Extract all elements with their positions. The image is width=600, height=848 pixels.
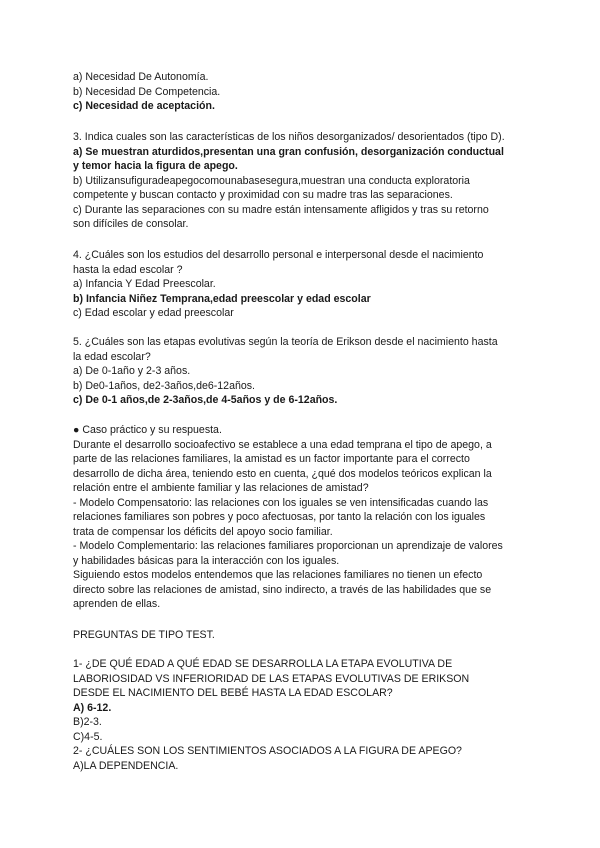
q2-option-b: b) Necesidad De Competencia. [73, 85, 221, 98]
q3-option-b-line1: b) Utilizansufiguradeapegocomounabasesegura,muestran una conducta exploratoria [73, 174, 470, 187]
test-q1-option-a-answer: A) 6-12. [73, 701, 112, 714]
case-study-line: - Modelo Compensatorio: las relaciones con los iguales se ven intensificadas cuando las [73, 496, 489, 509]
case-study-block [73, 423, 533, 612]
case-study-line: desarrollo de dicha área, teniendo esto en cuenta, ¿qué dos modelos teóricos explican la [73, 467, 492, 480]
case-study-line: trata de compensar los déficits del apoyo socio familiar. [73, 525, 333, 538]
q2-option-c-answer: c) Necesidad de aceptación. [73, 100, 215, 112]
test-q2-option-a: A)LA DEPENDENCIA. [73, 759, 179, 772]
case-study-line: relaciones familiares son pobres y poco afectuosas, por tanto la relación con los iguales [73, 511, 486, 523]
test-q1-line1: 1- ¿DE QUÉ EDAD A QUÉ EDAD SE DESARROLLA LA ETAPA EVOLUTIVA DE [73, 658, 453, 670]
q4-option-b-answer: b) Infancia Niñez Temprana,edad preescolar y edad escolar [73, 292, 371, 305]
test-questions-block [73, 657, 533, 773]
case-study-line: relación entre el ambiente familiar y las relaciones de amistad? [73, 482, 369, 494]
test-q1-line2: LABORIOSIDAD VS INFERIORIDAD DE LAS ETAPAS EVOLUTIVAS DE ERIKSON [73, 672, 470, 685]
q4-option-c: c) Edad escolar y edad preescolar [73, 307, 234, 319]
test-q2-question: 2- ¿CUÁLES SON LOS SENTIMIENTOS ASOCIADOS A LA FIGURA DE APEGO? [73, 745, 462, 757]
q3-block [73, 130, 533, 232]
q5-block [73, 335, 533, 408]
q5-option-a: a) De 0-1año y 2-3 años. [73, 365, 191, 377]
q2-options [73, 70, 533, 114]
q5-question-line1: 5. ¿Cuáles son las etapas evolutivas según la teoría de Erikson desde el nacimiento hasta [73, 336, 498, 348]
case-study-line: Durante el desarrollo socioafectivo se establece a una edad temprana el tipo de apego, a [73, 438, 492, 451]
q3-option-c-line1: c) Durante las separaciones con su madre están intensamente afligidos y tras su retorno [73, 203, 489, 216]
case-study-line: y habilidades básicas para la interacción con los iguales. [73, 554, 340, 567]
test-q1-line3: DESDE EL NACIMIENTO DEL BEBÉ HASTA LA EDAD ESCOLAR? [73, 687, 393, 699]
q4-block [73, 248, 533, 321]
q4-question-line1: 4. ¿Cuáles son los estudios del desarrollo personal e interpersonal desde el nacimiento [73, 249, 484, 261]
q3-question: 3. Indica cuales son las características de los niños desorganizados/ desorientados (tipo D). [73, 131, 505, 143]
q5-option-c-answer: c) De 0-1 años,de 2-3años,de 4-5años y de 6-12años. [73, 394, 338, 406]
test-questions-heading: PREGUNTAS DE TIPO TEST. [73, 629, 215, 641]
q5-option-b: b) De0-1años, de2-3años,de6-12años. [73, 379, 255, 392]
case-study-line: directo sobre las relaciones de amistad, sino indirecto, a través de las habilidades que se [73, 583, 492, 596]
case-study-line: - Modelo Complementario: las relaciones familiares proporcionan un aprendizaje de valores [73, 540, 503, 552]
q3-option-c-line2: son difíciles de consolar. [73, 218, 189, 230]
q3-option-b-line2: competente y buscan contacto y proximidad con su madre tras las separaciones. [73, 189, 453, 201]
q5-question-line2: la edad escolar? [73, 350, 151, 363]
q3-option-a-line1: a) Se muestran aturdidos,presentan una gran confusión, desorganización conductual [73, 145, 504, 158]
q4-option-a: a) Infancia Y Edad Preescolar. [73, 278, 216, 290]
case-study-line: Siguiendo estos modelos entendemos que las relaciones familiares no tienen un efecto [73, 569, 483, 581]
q4-question-line2: hasta la edad escolar ? [73, 263, 183, 276]
test-heading-block [73, 628, 533, 643]
q2-option-a: a) Necesidad De Autonomía. [73, 71, 209, 83]
q3-option-a-line2: y temor hacia la figura de apego. [73, 160, 238, 172]
test-q1-option-c: C)4-5. [73, 730, 103, 743]
case-study-line: aprenden de ellas. [73, 598, 161, 610]
test-q1-option-b: B)2-3. [73, 716, 102, 728]
case-study-heading: ● Caso práctico y su respuesta. [73, 424, 222, 436]
case-study-line: parte de las relaciones familiares, la amistad es un factor importante para el correcto [73, 453, 470, 465]
